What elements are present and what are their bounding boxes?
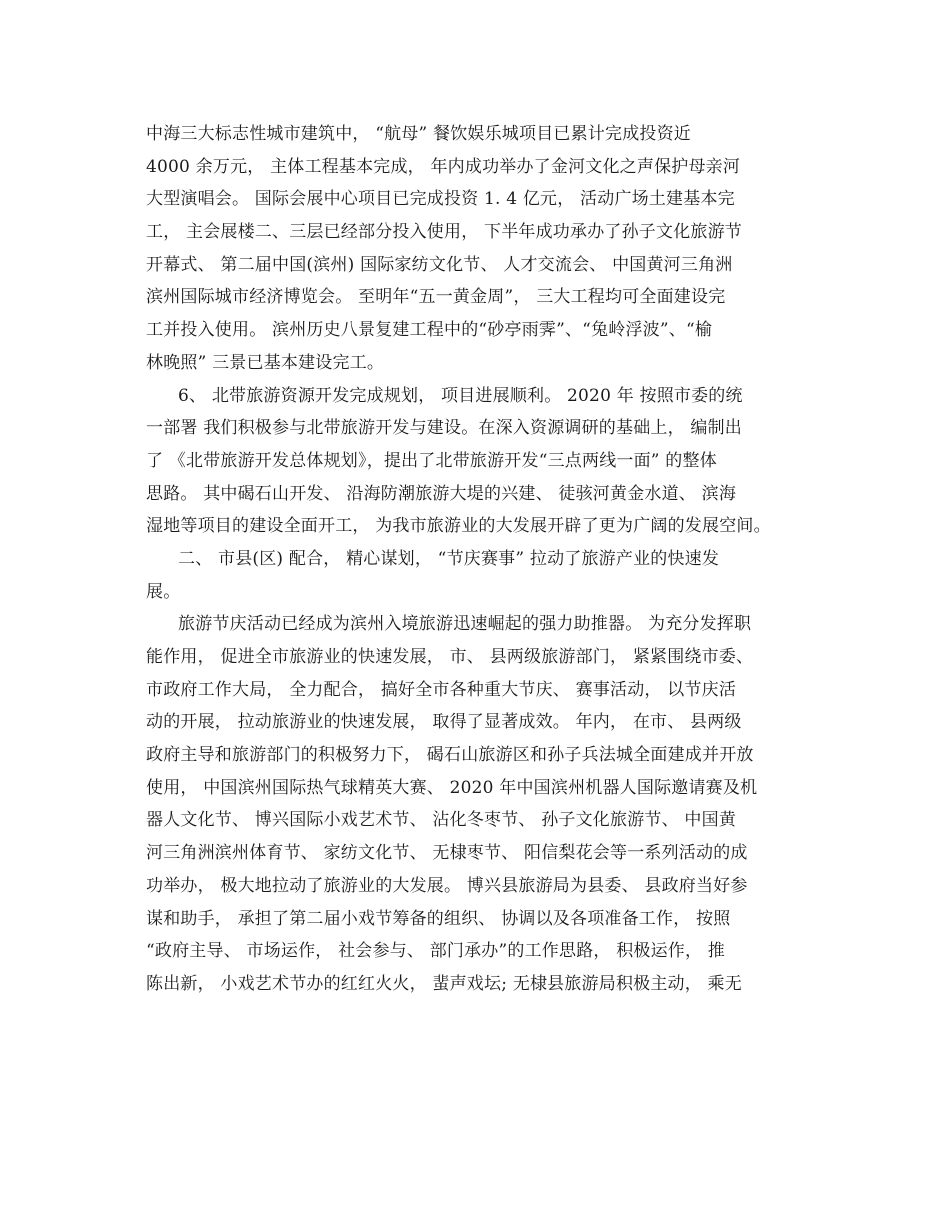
text-line: 动的开展， 拉动旅游业的快速发展， 取得了显著成效。 年内， 在市、 县两级: [146, 712, 742, 733]
text-line: 能作用， 促进全市旅游业的快速发展， 市、 县两级旅游部门， 紧紧围绕市委、: [146, 647, 754, 667]
text-line: “政府主导、 市场运作， 社会参与、 部门承办”的工作思路， 积极运作， 推: [146, 941, 725, 962]
text-line: 中海三大标志性城市建筑中， “航母” 餐饮娱乐城项目已累计完成投资近: [146, 124, 691, 144]
text-line: 市政府工作大局， 全力配合， 搞好全市各种重大节庆、 赛事活动， 以节庆活: [146, 679, 737, 700]
body-text: [146, 118, 826, 1001]
text-line: 谋和助手， 承担了第二届小戏节筹备的组织、 协调以及各项准备工作， 按照: [146, 908, 731, 929]
section-heading-line: 二、 市县(区) 配合， 精心谋划， “节庆赛事” 拉动了旅游产业的快速发: [178, 548, 720, 569]
section-heading-line: 展。: [146, 581, 181, 602]
text-line: 功举办， 极大地拉动了旅游业的大发展。 博兴县旅游局为县委、 县政府当好参: [146, 875, 748, 896]
paragraph-start-line: 旅游节庆活动已经成为滨州入境旅游迅速崛起的强力助推器。 为充分发挥职: [178, 614, 752, 635]
text-line: 思路。 其中碣石山开发、 沿海防潮旅游大堤的兴建、 徒骇河黄金水道、 滨海: [146, 483, 737, 504]
text-line: 政府主导和旅游部门的积极努力下， 碣石山旅游区和孙子兵法城全面建成并开放: [146, 745, 754, 766]
text-line: 4000 余万元， 主体工程基本完成， 年内成功举办了金河文化之声保护母亲河: [146, 156, 741, 177]
text-line: 了 《北带旅游开发总体规划》，提出了北带旅游开发“三点两线一面” 的整体: [146, 450, 717, 471]
paragraph-start-line: 6、 北带旅游资源开发完成规划， 项目进展顺利。 2020 年 按照市委的统: [178, 385, 743, 406]
text-line: 湿地等项目的建设全面开工， 为我市旅游业的大发展开辟了更为广阔的发展空间。: [146, 516, 771, 537]
text-line: 林晚照” 三景已基本建设完工。: [146, 352, 385, 373]
text-line: 工， 主会展楼二、三层已经部分投入使用， 下半年成功承办了孙子文化旅游节: [146, 222, 743, 243]
text-line: 滨州国际城市经济博览会。 至明年“五一黄金周”， 三大工程均可全面建设完: [146, 287, 726, 308]
text-line: 一部署 我们积极参与北带旅游开发与建设。在深入资源调研的基础上， 编制出: [146, 418, 743, 439]
text-line: 陈出新， 小戏艺术节办的红红火火， 蜚声戏坛; 无棣县旅游局积极主动， 乘无: [146, 973, 742, 994]
text-line: 大型演唱会。 国际会展中心项目已完成投资 1. 4 亿元， 活动广场土建基本完: [146, 189, 735, 210]
text-line: 开幕式、 第二届中国(滨州) 国际家纺文化节、 人才交流会、 中国黄河三角洲: [146, 254, 733, 275]
text-line: 河三角洲滨州体育节、 家纺文化节、 无棣枣节、 阳信梨花会等一系列活动的成: [146, 843, 748, 864]
text-line: 工并投入使用。 滨州历史八景复建工程中的“砂亭雨霁”、“兔岭浮波”、“榆: [146, 320, 713, 341]
text-line: 器人文化节、 博兴国际小戏艺术节、 沾化冬枣节、 孙子文化旅游节、 中国黄: [146, 810, 737, 831]
text-line: 使用， 中国滨州国际热气球精英大赛、 2020 年中国滨州机器人国际邀请赛及机: [146, 777, 758, 798]
